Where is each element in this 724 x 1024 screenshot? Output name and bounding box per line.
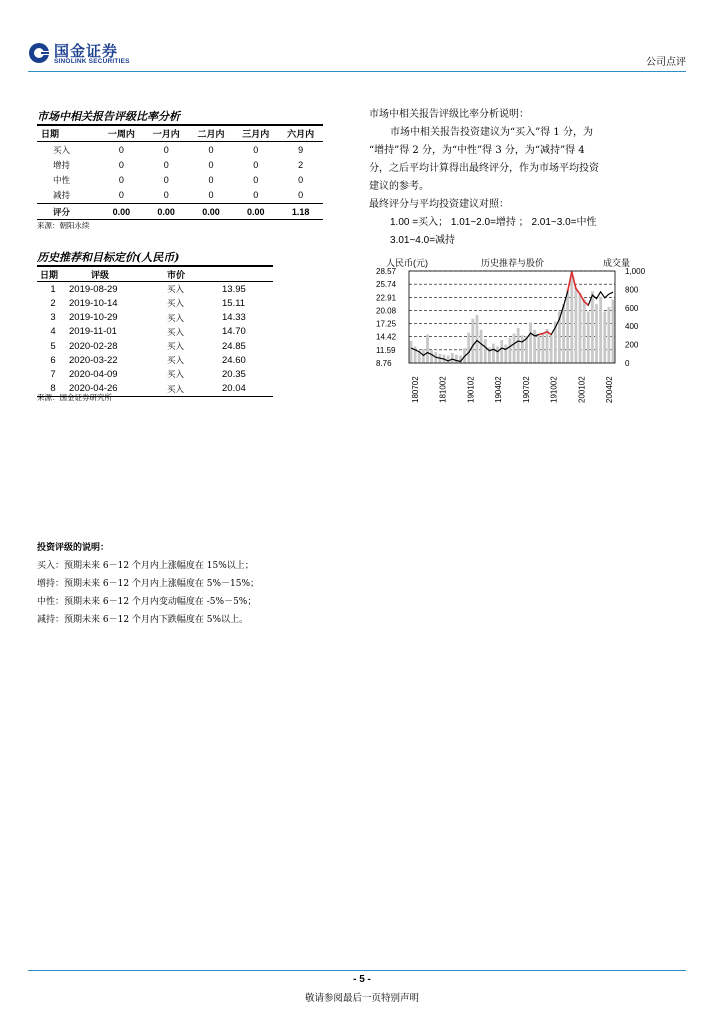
table-cell: 0.00	[189, 203, 234, 219]
disclaimer: 敬请参阅最后一页特别声明	[304, 993, 419, 1004]
col-header-blank	[222, 266, 273, 282]
y2-tick-label: 600	[625, 303, 639, 313]
volume-bar	[587, 311, 590, 363]
table-cell: 0	[163, 144, 169, 155]
table-cell: 0	[163, 175, 169, 186]
x-tick-label: 190402	[494, 376, 504, 403]
history-table-title: 历史推荐和目标定价(人民币)	[37, 251, 180, 264]
volume-bar	[455, 355, 458, 363]
volume-bar	[467, 333, 470, 363]
x-tick-label: 200402	[605, 376, 614, 403]
history-table	[37, 265, 273, 397]
volume-bar	[595, 304, 598, 363]
volume-bar	[410, 341, 413, 363]
row-price: 20.35	[222, 368, 246, 380]
ratings-legend-title: 投资评级的说明：	[37, 543, 110, 553]
row-label-overweight: 增持	[53, 160, 71, 171]
row-number: 6	[50, 354, 56, 366]
table-row	[37, 367, 273, 381]
col-header-month1: 一月内	[144, 125, 189, 142]
x-tick-label: 181002	[438, 376, 448, 403]
table-cell: 0	[208, 190, 214, 201]
volume-bar	[484, 339, 487, 363]
row-rating: 买入	[167, 299, 185, 310]
header-divider	[28, 71, 686, 72]
table-cell: 0	[253, 144, 259, 155]
row-price: 15.11	[222, 297, 246, 309]
y-tick-label: 20.08	[376, 306, 397, 316]
logo-english-name: SINOLINK SECURITIES	[54, 58, 130, 65]
volume-bar	[517, 328, 520, 363]
row-date: 2019-10-14	[69, 297, 118, 309]
rating-ratio-table	[37, 124, 323, 220]
volume-bar	[430, 350, 433, 363]
col-header-month3: 三月内	[233, 125, 278, 142]
volume-bar	[542, 333, 545, 363]
table-row	[37, 157, 323, 172]
row-label-buy: 买入	[53, 145, 71, 156]
explanation-mapping: 3.01~4.0=减持	[390, 235, 456, 246]
row-date: 2019-08-29	[69, 283, 118, 295]
table-cell: 0	[118, 175, 124, 186]
row-date: 2019-10-29	[69, 312, 118, 324]
col-header-rating: 评级	[69, 266, 167, 282]
table-cell: 0.00	[144, 203, 189, 219]
table-row	[37, 188, 323, 204]
table-cell: 2	[298, 159, 304, 170]
explanation-title: 市场中相关报告评级比率分析说明：	[369, 109, 529, 120]
row-label-underweight: 减持	[53, 191, 71, 202]
chart-title: 历史推荐与股价	[481, 258, 545, 268]
col-header-price: 市价	[167, 266, 222, 282]
volume-bar	[513, 334, 516, 363]
x-tick-label: 190102	[466, 376, 476, 403]
explanation-mapping: 1.00 =买入； 1.01~2.0=增持 ； 2.01~3.0=中性	[390, 217, 597, 228]
volume-bar	[500, 340, 503, 363]
price-line	[411, 272, 613, 362]
row-label-score: 评分	[37, 203, 99, 219]
table-row	[37, 173, 323, 188]
explanation-line: 市场中相关报告投资建议为“买入”得 1 分，为	[390, 127, 593, 138]
col-header-date: 日期	[37, 125, 99, 142]
volume-bar	[492, 344, 495, 363]
row-rating: 买入	[167, 313, 185, 324]
table-cell: 0	[253, 190, 259, 201]
table-cell: 0	[208, 159, 214, 170]
y-tick-label: 25.74	[376, 280, 397, 290]
volume-bar	[607, 307, 610, 363]
y-tick-label: 17.25	[376, 319, 397, 329]
row-rating: 买入	[167, 342, 185, 353]
volume-bar	[579, 293, 582, 363]
table-row	[37, 282, 273, 297]
rating-table-title: 市场中相关报告评级比率分析	[37, 110, 180, 123]
table-cell: 1.18	[278, 203, 323, 219]
explanation-line: 建议的参考。	[369, 181, 429, 192]
table-cell: 0	[118, 144, 124, 155]
y-tick-label: 28.57	[376, 267, 397, 276]
volume-bar	[537, 335, 540, 363]
ratings-legend-item: 增持：预期未来 6－12 个月内上涨幅度在 5%－15%；	[37, 579, 260, 589]
y2-tick-label: 400	[625, 322, 639, 332]
x-tick-label: 190702	[521, 376, 531, 403]
volume-bar	[591, 291, 594, 363]
table-row	[37, 339, 273, 353]
col-header-month2: 二月内	[189, 125, 234, 142]
row-rating: 买入	[167, 327, 185, 338]
table-cell: 0	[118, 190, 124, 201]
footer-divider	[28, 970, 686, 971]
table-header-row	[37, 266, 273, 282]
y-tick-label: 14.42	[376, 332, 397, 342]
col-header-week: 一周内	[99, 125, 144, 142]
col-header-date: 日期	[37, 266, 69, 282]
table-cell: 0	[163, 159, 169, 170]
x-tick-label: 191002	[549, 376, 559, 403]
page-number: - 5 -	[353, 974, 371, 985]
volume-bar	[550, 334, 553, 363]
row-number: 2	[50, 297, 56, 309]
row-price: 24.60	[222, 354, 246, 366]
row-number: 4	[50, 326, 56, 338]
volume-bar	[451, 353, 454, 363]
table-row	[37, 325, 273, 339]
y2-tick-label: 200	[625, 340, 639, 350]
volume-bar	[570, 273, 573, 363]
x-tick-label: 180702	[411, 376, 420, 403]
recommendation-marker	[539, 334, 543, 335]
price-history-chart	[366, 255, 656, 415]
row-date: 2020-04-26	[69, 382, 167, 397]
volume-bar	[504, 345, 507, 363]
ratings-legend-item: 买入：预期未来 6－12 个月内上涨幅度在 15%以上；	[37, 561, 254, 571]
volume-bar	[471, 319, 474, 363]
row-number: 8	[37, 382, 69, 397]
table-cell: 0	[208, 175, 214, 186]
row-number: 5	[50, 340, 56, 352]
explanation-line: “增持”得 2 分，为“中性”得 3 分，为“减持”得 4	[369, 145, 585, 156]
table-cell: 0	[298, 190, 304, 201]
y2-tick-label: 1,000	[625, 267, 646, 276]
volume-bar	[496, 346, 499, 363]
table-cell: 0	[298, 175, 304, 186]
row-price: 20.04	[222, 382, 273, 397]
y2-tick-label: 0	[625, 359, 630, 368]
explanation-block	[369, 106, 689, 250]
col-header-month6: 六月内	[278, 125, 323, 142]
ratings-legend-item: 中性：预期未来 6－12 个月内变动幅度在 -5%－5%；	[37, 597, 257, 607]
explanation-line: 最终评分与平均投资建议对照：	[369, 199, 509, 210]
volume-bar	[546, 329, 549, 363]
table-cell: 9	[298, 144, 304, 155]
table-cell: 0	[253, 175, 259, 186]
row-date: 2019-11-01	[69, 326, 117, 338]
volume-bar	[426, 334, 429, 363]
table-cell: 0	[208, 144, 214, 155]
volume-bar	[476, 315, 479, 363]
explanation-line: 分，之后平均计算得出最终评分，作为市场平均投资	[369, 163, 599, 174]
company-logo-icon	[28, 42, 50, 64]
row-date: 2020-02-28	[69, 340, 118, 352]
row-number: 7	[50, 368, 56, 380]
logo-chinese-name: 国金证券	[54, 42, 119, 60]
table-row	[37, 353, 273, 367]
history-table-source: 来源：国金证券研究所	[37, 393, 112, 402]
row-rating: 买入	[167, 285, 185, 296]
table-row	[37, 142, 323, 158]
volume-bar	[562, 304, 565, 363]
row-price: 24.85	[222, 340, 246, 352]
row-price: 14.33	[222, 312, 246, 324]
row-rating: 买入	[167, 382, 222, 397]
volume-bar	[583, 299, 586, 363]
volume-bar	[599, 297, 602, 363]
y-tick-label: 22.91	[376, 293, 397, 303]
score-row	[37, 203, 323, 219]
ratings-legend-item: 减持：预期未来 6－12 个月内下跌幅度在 5%以上。	[37, 615, 249, 625]
rating-table-source: 来源：朝阳永续	[37, 221, 90, 230]
table-header-row	[37, 125, 323, 142]
volume-bar	[603, 311, 606, 363]
volume-bar	[612, 300, 615, 363]
row-price: 14.70	[222, 326, 246, 338]
row-rating: 买入	[167, 356, 185, 367]
volume-bar	[509, 338, 512, 363]
y-tick-label: 8.76	[376, 359, 392, 368]
y-axis-label: 人民币(元)	[386, 258, 428, 268]
row-number: 1	[50, 283, 56, 295]
row-label-neutral: 中性	[53, 176, 71, 187]
y2-tick-label: 800	[625, 285, 639, 295]
row-price: 13.95	[222, 283, 246, 295]
y2-axis-label: 成交量	[603, 258, 631, 268]
x-tick-label: 200102	[577, 376, 587, 403]
table-row	[37, 311, 273, 325]
report-section-label: 公司点评	[646, 57, 686, 68]
table-cell: 0	[253, 159, 259, 170]
table-cell: 0	[118, 159, 124, 170]
volume-bar	[480, 330, 483, 363]
volume-bar	[529, 323, 532, 363]
row-date: 2020-03-22	[69, 354, 118, 366]
volume-bar	[521, 335, 524, 363]
y-tick-label: 11.59	[376, 345, 396, 355]
row-date: 2020-04-09	[69, 368, 118, 380]
row-rating: 买入	[167, 370, 185, 381]
volume-bar	[525, 336, 528, 363]
volume-bar	[574, 288, 577, 363]
volume-bar	[447, 356, 450, 363]
table-cell: 0.00	[233, 203, 278, 219]
table-cell: 0.00	[99, 203, 144, 219]
table-cell: 0	[163, 190, 169, 201]
table-row	[37, 296, 273, 310]
volume-bar	[566, 289, 569, 363]
row-number: 3	[50, 312, 56, 324]
